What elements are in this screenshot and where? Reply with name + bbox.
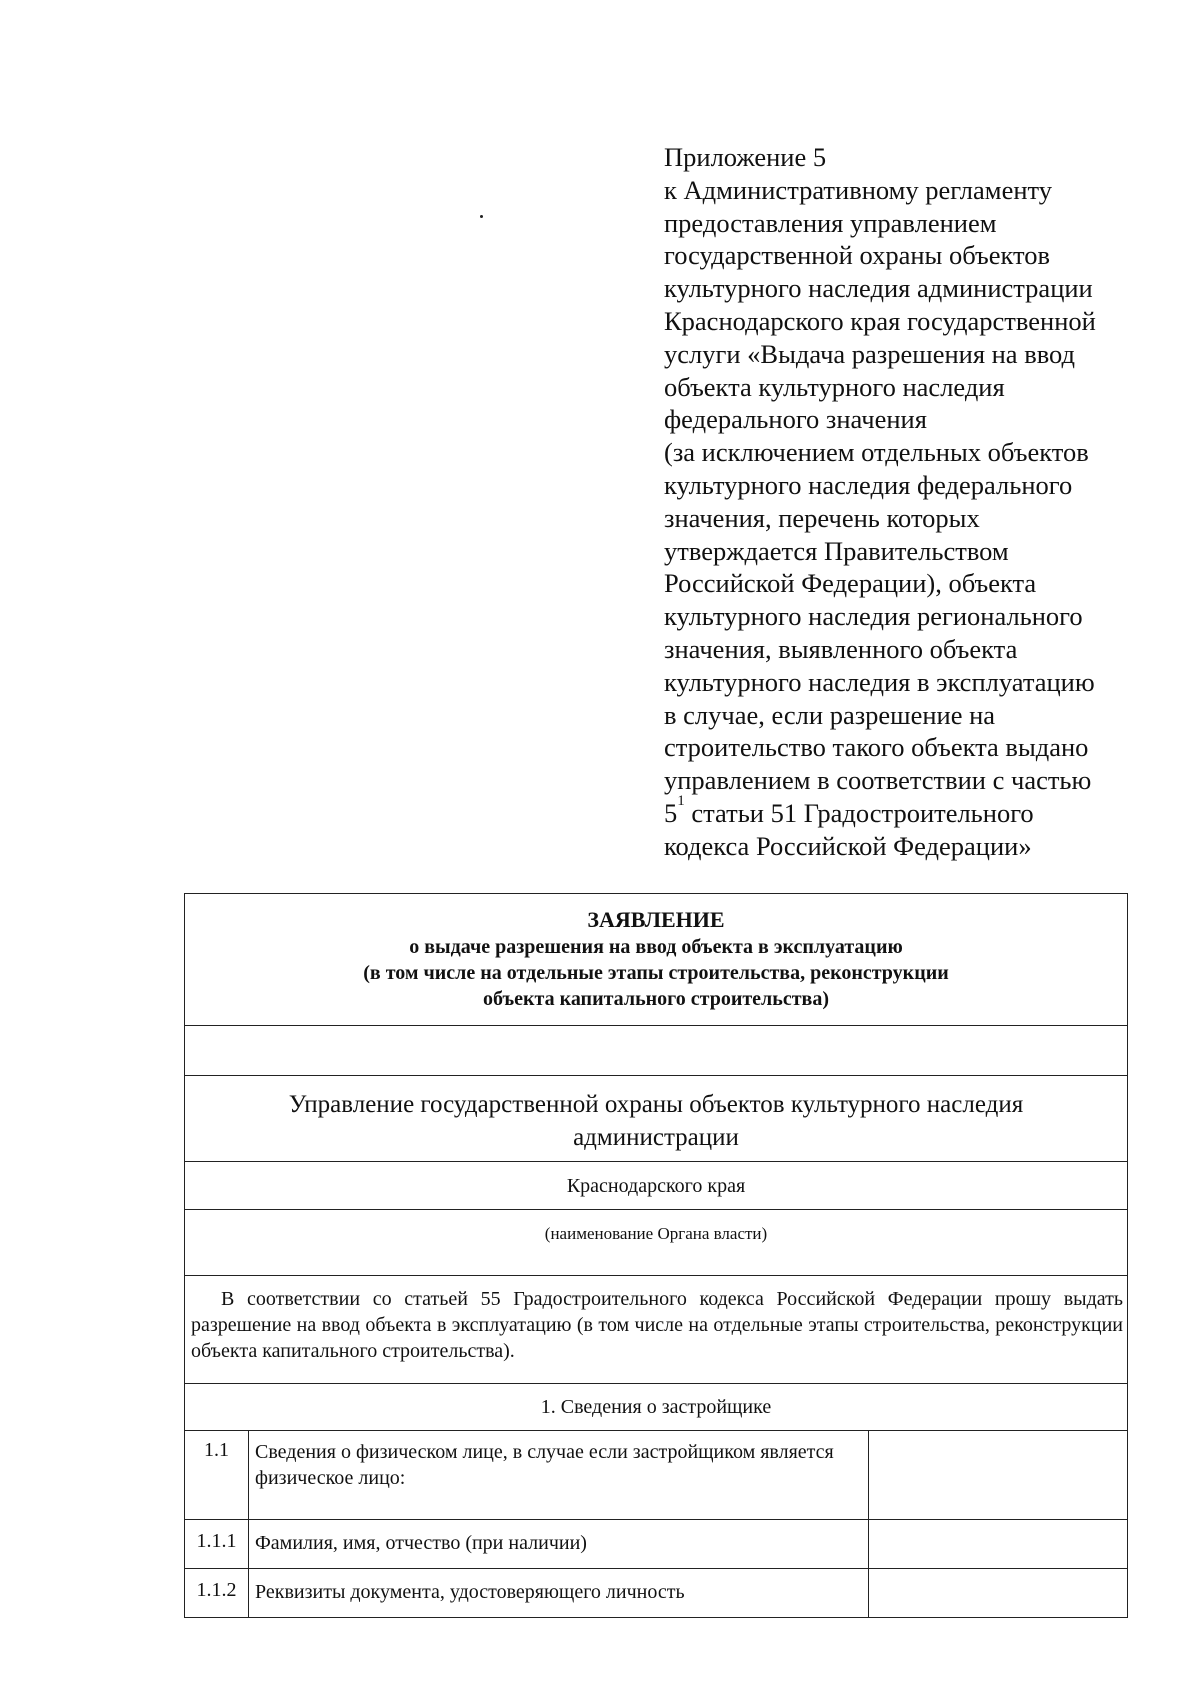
appendix-line: культурного наследия регионального xyxy=(664,601,1083,632)
authority-caption: (наименование Органа власти) xyxy=(185,1209,1127,1275)
row-label: Сведения о физическом лице, в случае если застройщиком является физическое лицо: xyxy=(249,1431,869,1519)
appendix-line: значения, перечень которых xyxy=(664,502,980,533)
form-subtitle: объекта капитального строительства) xyxy=(482,988,830,1010)
authority-region: Краснодарского края xyxy=(185,1161,1127,1209)
row-number: 1.1.1 xyxy=(185,1520,249,1568)
application-form xyxy=(184,893,1128,1618)
appendix-line: к Административному регламенту xyxy=(664,174,1052,205)
blank-row[interactable] xyxy=(185,1025,1127,1075)
appendix-line: культурного наследия администрации xyxy=(664,273,1093,304)
appendix-line: предоставления управлением xyxy=(664,207,997,238)
authority-name xyxy=(185,1075,1127,1161)
appendix-line: объекта культурного наследия xyxy=(664,371,1005,402)
form-title-block xyxy=(185,894,1127,1025)
appendix-line-article xyxy=(664,792,1184,830)
row-label: Фамилия, имя, отчество (при наличии) xyxy=(249,1520,869,1568)
appendix-line: в случае, если разрешение на xyxy=(664,699,996,730)
appendix-line: культурного наследия в эксплуатацию xyxy=(664,666,1095,697)
row-number: 1.1.2 xyxy=(185,1569,249,1617)
article-part-superscript: 1 xyxy=(677,792,685,809)
authority-line: администрации xyxy=(573,1124,739,1151)
row-value-cell[interactable] xyxy=(869,1431,1127,1519)
row-number: 1.1 xyxy=(185,1431,249,1519)
appendix-line: (за исключением отдельных объектов xyxy=(664,437,1089,468)
scan-speck xyxy=(480,215,483,218)
appendix-line: федерального значения xyxy=(664,404,927,435)
article-part-number: 5 xyxy=(664,797,678,828)
appendix-line: культурного наследия федерального xyxy=(664,469,1073,500)
appendix-line: управлением в соответствии с частью xyxy=(664,765,1092,796)
row-label: Реквизиты документа, удостоверяющего личность xyxy=(249,1569,869,1617)
appendix-header xyxy=(664,141,1184,863)
authority-line: Управление государственной охраны объектов культурного наследия xyxy=(288,1091,1024,1118)
form-title: ЗАЯВЛЕНИЕ xyxy=(587,907,725,932)
row-value-cell[interactable] xyxy=(869,1520,1127,1568)
section-heading: 1. Сведения о застройщике xyxy=(185,1383,1127,1430)
table-row xyxy=(185,1568,1127,1617)
row-value-cell[interactable] xyxy=(869,1569,1127,1617)
appendix-line: строительство такого объекта выдано xyxy=(664,732,1089,763)
appendix-line: услуги «Выдача разрешения на ввод xyxy=(664,338,1076,369)
request-text: В соответствии со статьей 55 Градостроительного кодекса Российской Федерации прошу выдать разрешение на ввод объекта в эксплуатацию (в том числе на отдельные этапы строительства, реконструкции объекта капитального строительства). xyxy=(185,1275,1127,1383)
appendix-line: Российской Федерации), объекта xyxy=(664,568,1037,599)
appendix-line: государственной охраны объектов xyxy=(664,240,1051,271)
table-row xyxy=(185,1519,1127,1568)
form-subtitle: о выдаче разрешения на ввод объекта в эксплуатацию xyxy=(409,936,903,958)
article-reference: статьи 51 Градостроительного xyxy=(684,797,1034,828)
appendix-line: утверждается Правительством xyxy=(664,535,1009,566)
appendix-line: Краснодарского края государственной xyxy=(664,305,1096,336)
appendix-line: значения, выявленного объекта xyxy=(664,633,1018,664)
appendix-line: Приложение 5 xyxy=(664,142,827,172)
table-row xyxy=(185,1430,1127,1519)
form-subtitle: (в том числе на отдельные этапы строительства, реконструкции xyxy=(363,962,949,984)
appendix-line: кодекса Российской Федерации» xyxy=(664,830,1032,861)
